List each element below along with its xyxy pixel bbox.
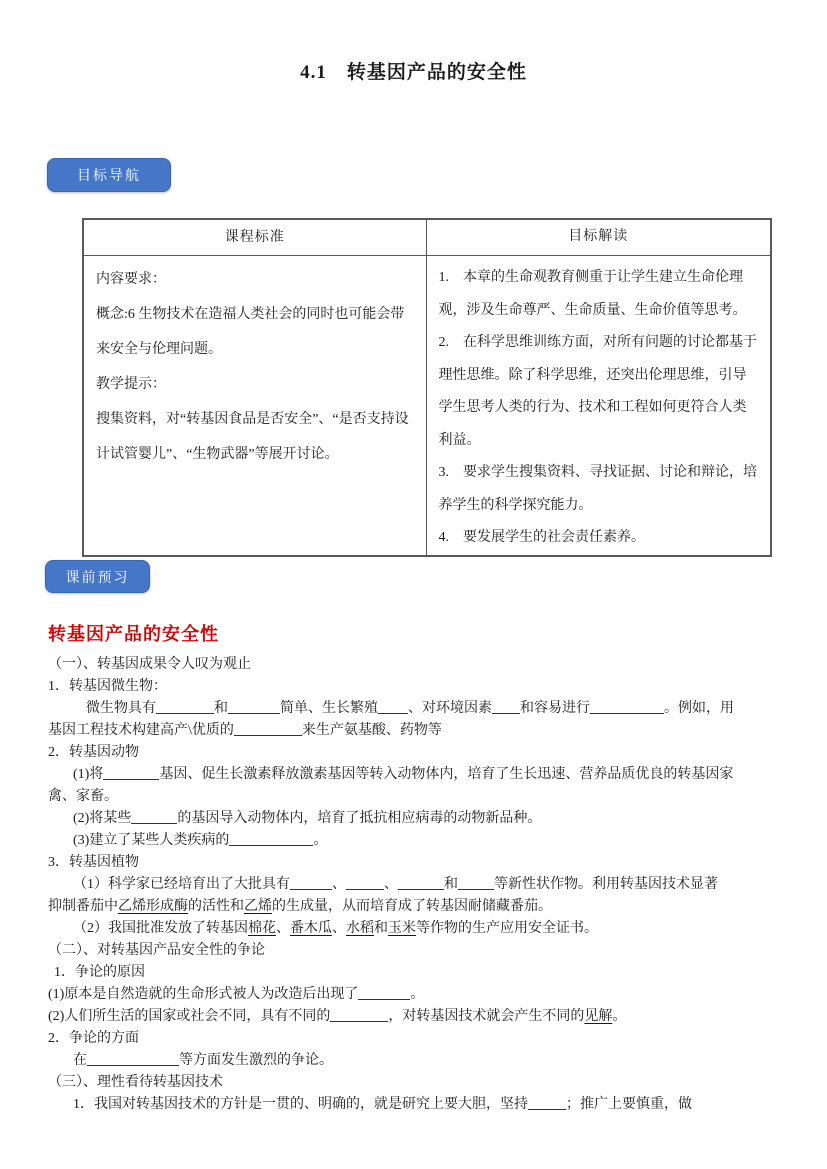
underlined-term: 见解	[584, 1009, 613, 1024]
body-line	[48, 786, 796, 808]
underlined-term: 番木瓜	[290, 921, 332, 936]
course-standard-cell	[83, 256, 426, 556]
text-segment: 、	[332, 877, 346, 892]
body-line	[48, 654, 796, 676]
goal-interpretation-cell	[426, 256, 771, 556]
text-segment: 基因、促生长激素释放激素基因等转入动物体内，培育了生长迅速、营养品质优良的转基因家	[159, 767, 734, 782]
text-segment: 的活性和	[188, 899, 244, 914]
section-badge-preclass-preview	[45, 560, 150, 593]
body-line	[48, 1006, 796, 1028]
text-segment: 、	[384, 877, 398, 892]
goal-interpretation-paragraph: 3. 要求学生搜集资料、寻找证据、讨论和辩论，培养学生的科学探究能力。	[438, 465, 757, 513]
text-segment: 和容易进行	[520, 701, 590, 716]
section-badge-label: 目标导航	[77, 167, 141, 183]
text-segment: 2．争论的方面	[48, 1031, 139, 1046]
page-title: 4.1 转基因产品的安全性	[300, 62, 527, 83]
text-segment: 。	[313, 833, 328, 848]
text-segment: 1．转基因微生物：	[48, 679, 167, 694]
text-segment: (3)建立了某些人类疾病的	[73, 833, 230, 848]
text-segment: 、	[276, 921, 290, 936]
text-segment: 和	[374, 921, 388, 936]
text-segment: (2)将某些	[73, 811, 132, 826]
blank-field	[290, 876, 332, 890]
text-segment: (2)人们所生活的国家或社会不同，具有不同的	[48, 1009, 331, 1024]
goal-interpretation-paragraph: 1. 本章的生命观教育侧重于让学生建立生命伦理观，涉及生命尊严、生命质量、生命价值等思考。	[438, 270, 747, 318]
table-header-row	[83, 219, 771, 256]
body-line	[48, 962, 796, 984]
topic-heading: 转基因产品的安全性	[48, 624, 219, 644]
blank-field	[228, 700, 280, 714]
body-line	[48, 896, 796, 918]
course-standard-paragraph: 教学提示：	[96, 377, 166, 392]
text-segment: （2）我国批准发放了转基因	[73, 921, 248, 936]
blank-field	[87, 1052, 179, 1066]
body-line	[48, 874, 796, 896]
blank-field	[103, 766, 159, 780]
course-standard-paragraph: 概念:6 生物技术在造福人类社会的同时也可能会带来安全与伦理问题。	[96, 307, 405, 357]
column-header-goal-interpretation: 目标解读	[426, 219, 771, 256]
blank-field	[458, 876, 494, 890]
body-line	[48, 852, 796, 874]
body-line	[48, 720, 796, 742]
text-segment: 等方面发生激烈的争论。	[179, 1053, 333, 1068]
body-line	[48, 808, 796, 830]
text-segment: 、对环境因素	[408, 701, 492, 716]
underlined-term: 乙烯形成酶	[118, 899, 188, 914]
text-segment: 2．转基因动物	[48, 745, 139, 760]
body-line	[48, 742, 796, 764]
blank-field	[131, 810, 177, 824]
body-line	[48, 764, 796, 786]
standards-table	[82, 218, 772, 557]
text-segment: 1．争论的原因	[54, 965, 145, 980]
text-segment: （二）、对转基因产品安全性的争论	[48, 943, 265, 958]
text-segment: 和	[444, 877, 458, 892]
text-segment: （1）科学家已经培育出了大批具有	[73, 877, 290, 892]
blank-field	[234, 722, 302, 736]
blank-field	[346, 876, 384, 890]
fill-in-notes	[48, 654, 796, 1116]
body-line	[48, 1050, 796, 1072]
body-line	[48, 830, 796, 852]
text-segment: 、	[332, 921, 346, 936]
text-segment: 在	[73, 1053, 87, 1068]
text-segment: 微生物具有	[86, 701, 156, 716]
blank-field	[330, 1008, 388, 1022]
body-line	[48, 918, 796, 940]
table-content-row	[83, 256, 771, 556]
section-badge-goal-navigation	[47, 158, 171, 192]
text-segment: 3．转基因植物	[48, 855, 139, 870]
blank-field	[492, 700, 520, 714]
text-segment: ，对转基因技术就会产生不同的	[388, 1009, 585, 1024]
text-segment: 。	[612, 1009, 627, 1024]
text-segment: 的基因导入动物体内，培育了抵抗相应病毒的动物新品种。	[177, 811, 542, 826]
text-segment: (1)将	[73, 767, 104, 782]
body-line	[48, 676, 796, 698]
underlined-term: 棉花	[248, 921, 276, 936]
blank-field	[398, 876, 444, 890]
text-segment: (1)原本是自然造就的生命形式被人为改造后出现了	[48, 987, 359, 1002]
text-segment: 。	[410, 987, 425, 1002]
blank-field	[156, 700, 214, 714]
text-segment: 抑制番茄中	[48, 899, 118, 914]
section-badge-label: 课前预习	[65, 568, 130, 585]
blank-field	[358, 986, 410, 1000]
blank-field	[590, 700, 664, 714]
text-segment: 。例如，用	[664, 701, 734, 716]
body-line	[48, 940, 796, 962]
blank-field	[528, 1096, 566, 1110]
text-segment: 来生产氨基酸、药物等	[301, 723, 442, 738]
course-standard-paragraph: 搜集资料，对“转基因食品是否安全”、“是否支持设计试管婴儿”、“生物武器”等展开讨论。	[96, 412, 409, 462]
text-segment: 简单、生长繁殖	[280, 701, 378, 716]
text-segment: 的生成量，从而培育成了转基因耐储藏番茄。	[272, 899, 552, 914]
goal-interpretation-paragraph: 4. 要发展学生的社会责任素养。	[438, 530, 645, 545]
text-segment: 禽、家畜。	[48, 789, 118, 804]
blank-field	[229, 832, 313, 846]
goal-interpretation-paragraph: 2. 在科学思维训练方面，对所有问题的讨论都基于理性思维。除了科学思维，还突出伦理思维，引导学生思考人类的行为、技术和工程如何更符合人类利益。	[438, 335, 757, 448]
text-segment: ；推广上要慎重，做	[566, 1097, 692, 1112]
text-segment: 等作物的生产应用安全证书。	[416, 921, 598, 936]
body-line	[48, 698, 796, 720]
underlined-term: 乙烯	[244, 899, 272, 914]
text-segment: （一）、转基因成果令人叹为观止	[48, 657, 251, 672]
course-standard-paragraph: 内容要求：	[96, 272, 166, 287]
body-line	[48, 1072, 796, 1094]
text-segment: 1．我国对转基因技术的方针是一贯的、明确的，就是研究上要大胆，坚持	[73, 1097, 528, 1112]
underlined-term: 玉米	[388, 921, 416, 936]
column-header-course-standard: 课程标准	[83, 219, 426, 256]
text-segment: 和	[214, 701, 228, 716]
body-line	[48, 1028, 796, 1050]
text-segment: （三）、理性看待转基因技术	[48, 1075, 223, 1090]
text-segment: 等新性状作物。利用转基因技术显著	[494, 877, 718, 892]
underlined-term: 水稻	[346, 921, 374, 936]
blank-field	[378, 700, 408, 714]
body-line	[48, 984, 796, 1006]
text-segment: 基因工程技术构建高产\优质的	[48, 723, 234, 738]
body-line	[48, 1094, 796, 1116]
